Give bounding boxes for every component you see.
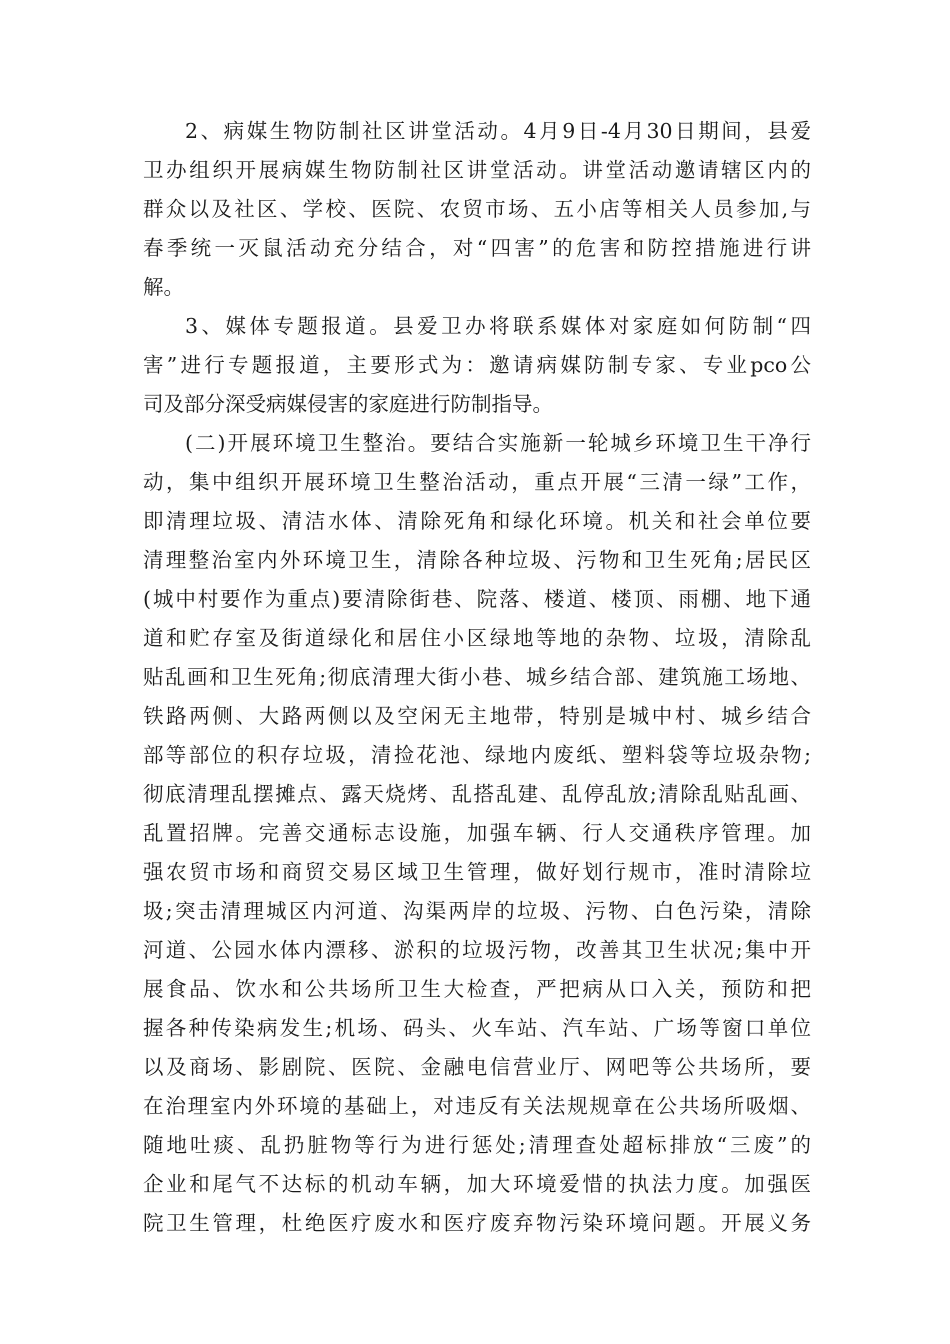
text-line: 院卫生管理，杜绝医疗废水和医疗废弃物污染环境问题。开展义务: [143, 1211, 811, 1235]
text-line: 贴乱画和卫生死角;彻底清理大街小巷、城乡结合部、建筑施工场地、: [143, 665, 811, 689]
text-line: 害”进行专题报道，主要形式为：邀请病媒防制专家、专业pco公: [143, 353, 811, 377]
document-body: [143, 112, 811, 1243]
text-line: 强农贸市场和商贸交易区域卫生管理，做好划行规市，准时清除垃: [143, 860, 811, 884]
paragraph-community-lecture: [143, 112, 811, 307]
text-line: 群众以及社区、学校、医院、农贸市场、五小店等相关人员参加,与: [143, 197, 811, 221]
text-line: 彻底清理乱摆摊点、露天烧烤、乱搭乱建、乱停乱放;清除乱贴乱画、: [143, 782, 811, 806]
text-line: (二)开展环境卫生整治。要结合实施新一轮城乡环境卫生干净行: [185, 431, 811, 455]
text-line: 春季统一灭鼠活动充分结合，对“四害”的危害和防控措施进行讲: [143, 236, 811, 260]
paragraph-media-report: [143, 307, 811, 424]
text-line: 即清理垃圾、清洁水体、清除死角和绿化环境。机关和社会单位要: [143, 509, 811, 533]
text-line: 动，集中组织开展环境卫生整治活动，重点开展“三清一绿”工作，: [143, 470, 811, 494]
text-line: 握各种传染病发生;机场、码头、火车站、汽车站、广场等窗口单位: [143, 1016, 811, 1040]
paragraph-environment-cleanup: [143, 424, 811, 1243]
text-line: 圾;突击清理城区内河道、沟渠两岸的垃圾、污物、白色污染，清除: [143, 899, 811, 923]
text-line: 企业和尾气不达标的机动车辆，加大环境爱惜的执法力度。加强医: [143, 1172, 811, 1196]
text-line: (城中村要作为重点)要清除街巷、院落、楼道、楼顶、雨棚、地下通: [143, 587, 811, 611]
text-line: 2、病媒生物防制社区讲堂活动。4月9日-4月30日期间，县爱: [185, 119, 811, 143]
text-line: 清理整治室内外环境卫生，清除各种垃圾、污物和卫生死角;居民区: [143, 548, 811, 572]
text-line: 部等部位的积存垃圾，清捡花池、绿地内废纸、塑料袋等垃圾杂物;: [143, 743, 811, 767]
text-line: 展食品、饮水和公共场所卫生大检查，严把病从口入关，预防和把: [143, 977, 811, 1001]
text-line: 司及部分深受病媒侵害的家庭进行防制指导。: [143, 392, 553, 416]
text-line: 在治理室内外环境的基础上，对违反有关法规规章在公共场所吸烟、: [143, 1094, 811, 1118]
text-line: 随地吐痰、乱扔脏物等行为进行惩处;清理查处超标排放“三废”的: [143, 1133, 811, 1157]
text-line: 河道、公园水体内漂移、淤积的垃圾污物，改善其卫生状况;集中开: [143, 938, 811, 962]
text-line: 铁路两侧、大路两侧以及空闲无主地带，特别是城中村、城乡结合: [143, 704, 811, 728]
text-line: 解。: [143, 275, 184, 299]
text-line: 乱置招牌。完善交通标志设施，加强车辆、行人交通秩序管理。加: [143, 821, 811, 845]
text-line: 卫办组织开展病媒生物防制社区讲堂活动。讲堂活动邀请辖区内的: [143, 158, 811, 182]
text-line: 3、媒体专题报道。县爱卫办将联系媒体对家庭如何防制“四: [185, 314, 811, 338]
text-line: 以及商场、影剧院、医院、金融电信营业厅、网吧等公共场所，要: [143, 1055, 811, 1079]
text-line: 道和贮存室及街道绿化和居住小区绿地等地的杂物、垃圾，清除乱: [143, 626, 811, 650]
